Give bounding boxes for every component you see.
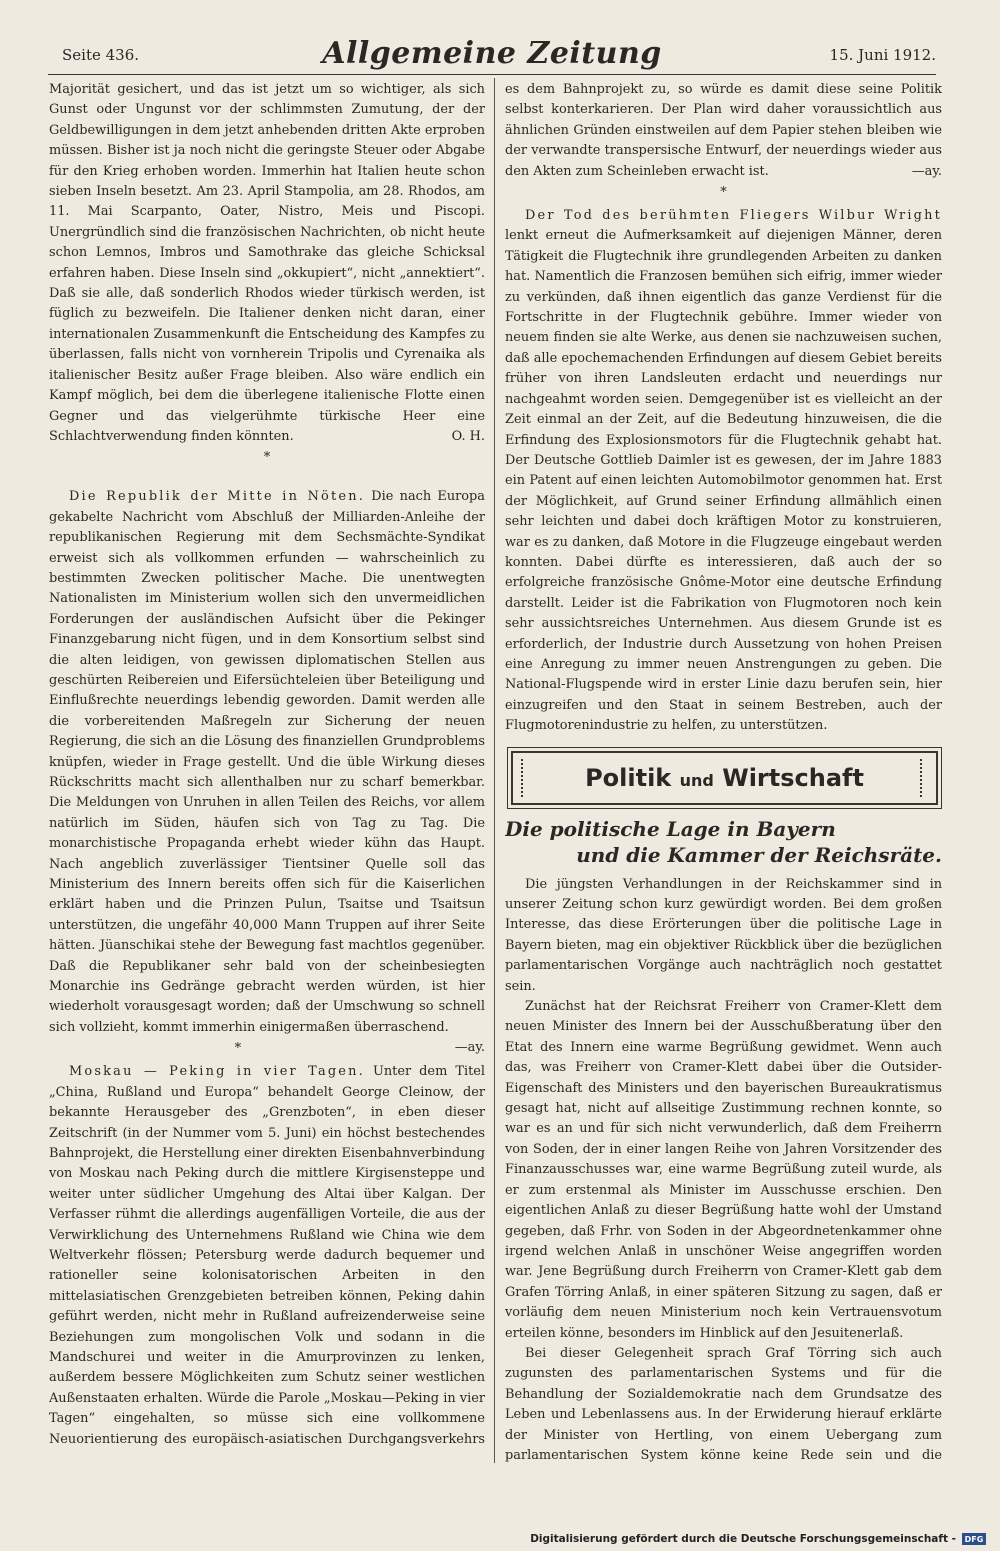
article-republic: Die Republik der Mitte in Nöten. Die nach Europa gekabelte Nachricht vom Abschluß der Milliarden-Anleihe der republikanischen Regierung mit dem Sechsmächte-Syndikat erweist sich als vollkommen erfunden — wahrscheinlich zu bestimmten Zwecken politischer Mache. Die unentwegten Nationalisten im Ministerium wollen sich den unvermeidlichen Forderungen der ausländischen Aufsicht über die Pekinger Finanzgebarung nicht fügen, und in dem Konsortium selbst sind die alten leidigen, von gewissen diplomatischen Stellen aus geschürten Reibereien und Eifersüchteleien über Beteiligung und Einflußrechte neuerdings lebendig geworden. Damit werden alle die vorbereitenden Maßregeln zur Sicherung der neuen Regierung, die sich an die Lösung des finanziellen Grundproblems knüpfen, wieder in Frage gestellt. Und die üble Wirkung dieses Rückschritts macht sich allenthalben nur zu scharf bemerkbar. Die Meldungen von Unruhen in allen Teilen des Reichs, vor allem natürlich im Süden, häufen sich von Tag zu Tag. Die monarchistische Propaganda erhebt wieder kühn das Haupt. Nach angeblich zuverlässiger Tientsiner Quelle soll das Ministerium des Innern bereits offen sich für die Kaiserlichen erklärt haben und die Prinzen Pulun, Tsaitse und Tsaitsun unterstützen, die ungefähr 40,000 Mann Truppen auf ihrer Seite hätten. Jüanschikai stehe der Bewegung fast machtlos gegenüber. Daß die Republikaner sehr bald von der scheinbesiegten Monarchie ins Gedränge gebracht werden würden, ist hier wiederholt vorausgesagt worden; daß der Umschwung so schnell sich vollzieht, kommt immerhin einigermaßen überraschend. —ay.: [49, 487, 485, 1038]
author-signature: —ay.: [454, 1040, 485, 1056]
separator-star: *: [263, 450, 271, 466]
article-bavaria-intro: Die jüngsten Verhandlungen in der Reichskammer sind in unserer Zeitung schon kurz gewürdigt worden. Bei dem großen Interesse, das diese Erörterungen über die politische Lage in Bayern bieten, mag ein objektiver Rückblick über die bezüglichen parlamentarischen Vorgänge auch nachträglich noch gestattet sein.: [505, 876, 942, 994]
column-divider: [494, 78, 495, 1463]
page-number: Seite 436.: [62, 46, 140, 64]
right-column: [505, 80, 942, 1465]
ornament-left-icon: [521, 759, 529, 797]
article-title-line-2: und die Kammer der Reichsräte.: [576, 842, 942, 867]
article-title-line-1: Die politische Lage in Bayern: [505, 816, 836, 841]
author-signature: —ay.: [911, 163, 942, 179]
digitization-footer: [530, 1533, 986, 1545]
page-header: [48, 36, 936, 76]
article-italy-end: Majorität gesichert, und das ist jetzt um so wichtiger, als sich Gunst oder Ungunst vor der schlimmsten Zumutung, der der Geldbewilligungen in dem jetzt anhebenden dritten Akte erproben müssen. Bisher ist ja noch nicht die geringste Steuer oder Abgabe für den Krieg erhoben worden. Immerhin hat Italien heute schon sieben Inseln besetzt. Am 23. April Stampolia, am 28. Rhodos, am 11. Mai Scarpanto, Oater, Nistro, Meis und Piscopi. Unergründlich sind die französischen Nachrichten, ob nicht heute schon Lemnos, Imbros und Samothrake das gleiche Schicksal erfahren haben. Diese Inseln sind „okkupiert“, nicht „annektiert“. Daß sie alle, daß sonderlich Rhodos wieder türkisch werden, ist füglich zu bezweifeln. Die Italiener denken nicht daran, einer internationalen Zusammenkunft die Entscheidung des Kampfes zu überlassen, falls nicht von vornherein Tripolis und Cyrenaika als italienischer Besitz außer Frage bleiben. Also wäre endlich ein Kampf möglich, bei dem die überlegene italienische Flotte einen Gegner und das vielgerühmte türkische Heer eine Schlachtverwendung finden könnten. O. H.: [49, 80, 485, 447]
newspaper-title: Allgemeine Zeitung: [322, 36, 662, 71]
separator-star: *: [720, 185, 727, 201]
article-wilbur-wright: Der Tod des berühmten Fliegers Wilbur Wright lenkt erneut die Aufmerksamkeit auf diejenigen Männer, deren Tätigkeit die Flugtechnik ihre grundlegenden Arbeiten zu danken hat. Namentlich die Franzosen bemühen sich eifrig, immer wieder zu verkünden, daß ihnen eigentlich das ganze Verdienst für die Fortschritte in der Flugtechnik gebühre. Immer wieder von neuem finden sie alte Werke, aus denen sie nachzuweisen suchen, daß alle epochemachenden Erfindungen auf diesem Gebiet bereits früher von ihren Landsleuten erdacht und neuerdings nur nachgeahmt worden seien. Demgegenüber ist es vielleicht an der Zeit einmal an der Zeit, auf die Bedeutung hinzuweisen, die die Erfindung des Explosionsmotors für die Flugtechnik gehabt hat. Der Deutsche Gottlieb Daimler ist es gewesen, der im Jahre 1883 ein Patent auf einen leichten Automobilmotor genommen hat. Erst der Möglichkeit, auf Grund seiner Erfindung allmählich einen sehr leichten und dabei doch kräftigen Motor zu konstruieren, war es zu danken, daß Motore in die Flugzeuge eingebaut werden konnten. Dabei dürfte es interessieren, daß auch der so erfolgreiche französische Gnôme-Motor eine deutsche Erfindung darstellt. Leider ist die Fabrikation von Flugmotoren noch kein sehr aussichtsreiches Unternehmen. Aus diesem Grunde ist es erforderlich, der Industrie durch Aussetzung von hohen Preisen eine Anregung zu immer neuen Anstrengungen zu geben. Die National-Flugspende wird in erster Linie dazu berufen sein, hier einzugreifen und den Staat in seinem Bestreben, auch der Flugmotorenindustrie zu helfen, zu unterstützen.: [505, 208, 942, 734]
section-banner: [511, 751, 938, 805]
issue-date: 15. Juni 1912.: [829, 46, 936, 64]
article-bavaria-body: Zunächst hat der Reichsrat Freiherr von Cramer-Klett dem neuen Minister des Innern bei der Ausschußberatung über den Etat des Innern eine warme Begrüßung gewidmet. Wenn auch das, was Freiherr von Cramer-Klett dabei über die Outsider-Eigenschaft des Ministers und den bayerischen Bureaukratismus gesagt hat, nicht auf allseitige Zustimmung rechnen konnte, so war es an und für sich nicht verwunderlich, daß dem Freiherrn von Soden, der in einer langen Reihe von Jahren Vorsitzender des Finanzausschusses war, eine warme Begrüßung zuteil wurde, als er zum erstenmal als Minister im Ausschusse erschien. Den eigentlichen Anlaß zu dieser Begrüßung hatte wohl der Umstand gegeben, daß Frhr. von Soden in der Abgeordnetenkammer ohne irgend welchen Anlaß in unschöner Weise angegriffen worden war. Jene Begrüßung durch Freiherrn von Cramer-Klett gab dem Grafen Törring Anlaß, in einer späteren Sitzung zu sagen, daß er vorläufig dem neuen Ministerium noch kein Vertrauensvotum erteilen könne, besonders im Hinblick auf den Jesuitenerlaß.: [505, 999, 942, 1341]
author-signature: O. H.: [451, 428, 485, 444]
article-lead: Der Tod des berühmten Fliegers Wilbur Wright: [525, 208, 942, 224]
article-moscow-peking: Moskau — Peking in vier Tagen. Unter dem Titel „China, Rußland und Europa“ behandelt George Cleinow, der bekannte Herausgeber des „Grenzboten“, in eben dieser Zeitschrift (in der Nummer vom 5. Juni) ein höchst bestechendes Bahnprojekt, die Herstellung einer direkten Eisenbahnverbindung von Moskau nach Peking durch die mittlere Kirgisensteppe und weiter unter südlicher Umgehung des Altai über Kalgan. Der Verfasser rühmt die allerdings augenfälligen Vorteile, die aus der Verwirklichung des Unternehmens Rußland wie China wie dem Weltverkehr flössen; Petersburg werde dadurch bequemer und rationeller seine kolonisatorischen Arbeiten in den mittelasiatischen Grenzgebieten betreiben können, Peking dahin geführt werden, nicht mehr in Rußland aufreizenderweise seine Beziehungen zum mongolischen Volk und sodann in die Mandschurei und weiter in die Amurprovinzen zu lenken, außerdem bessere Möglichkeiten zum Schutz seiner westlichen Außenstaaten erhalten. Würde die Parole „Moskau—Peking in vier Tagen“ eingehalten, so müsse sich eine vollkommene Neuorientierung des europäisch-asiatischen Durchgangsverkehrs: [49, 1064, 485, 1447]
article-lead: Die Republik der Mitte in Nöten.: [69, 489, 366, 505]
article-lead: Moskau — Peking in vier Tagen.: [69, 1064, 365, 1080]
dfg-logo: DFG: [962, 1533, 986, 1545]
left-column: [49, 80, 485, 1450]
footer-credit: Digitalisierung gefördert durch die Deutsche Forschungsgemeinschaft -: [530, 1533, 956, 1545]
ornament-right-icon: [920, 759, 928, 797]
separator-star: *: [234, 1041, 242, 1057]
section-title: Politik und Wirtschaft: [585, 763, 864, 792]
article-moscow-peking-end: es dem Bahnprojekt zu, so würde es damit diese seine Politik selbst konterkarieren. Der Plan wird daher voraussichtlich aus ähnlichen Gründen einstweilen auf dem Papier stehen bleiben wie der verwandte transpersische Entwurf, der neuerdings wieder aus den Akten zum Scheinleben erwacht ist. —ay.: [505, 80, 942, 182]
header-rule: [48, 74, 936, 75]
article-bavaria-end: Bei dieser Gelegenheit sprach Graf Törring sich auch zugunsten des parlamentarischen Systems und für die Behandlung der Sozialdemokratie nach dem Grundsatze des Leben und Lebenlassens aus. In der Erwiderung hierauf erklärte der Minister von Hertling, von einem Uebergang zum parlamentarischen System könne keine Rede sein und die: [505, 1345, 942, 1463]
